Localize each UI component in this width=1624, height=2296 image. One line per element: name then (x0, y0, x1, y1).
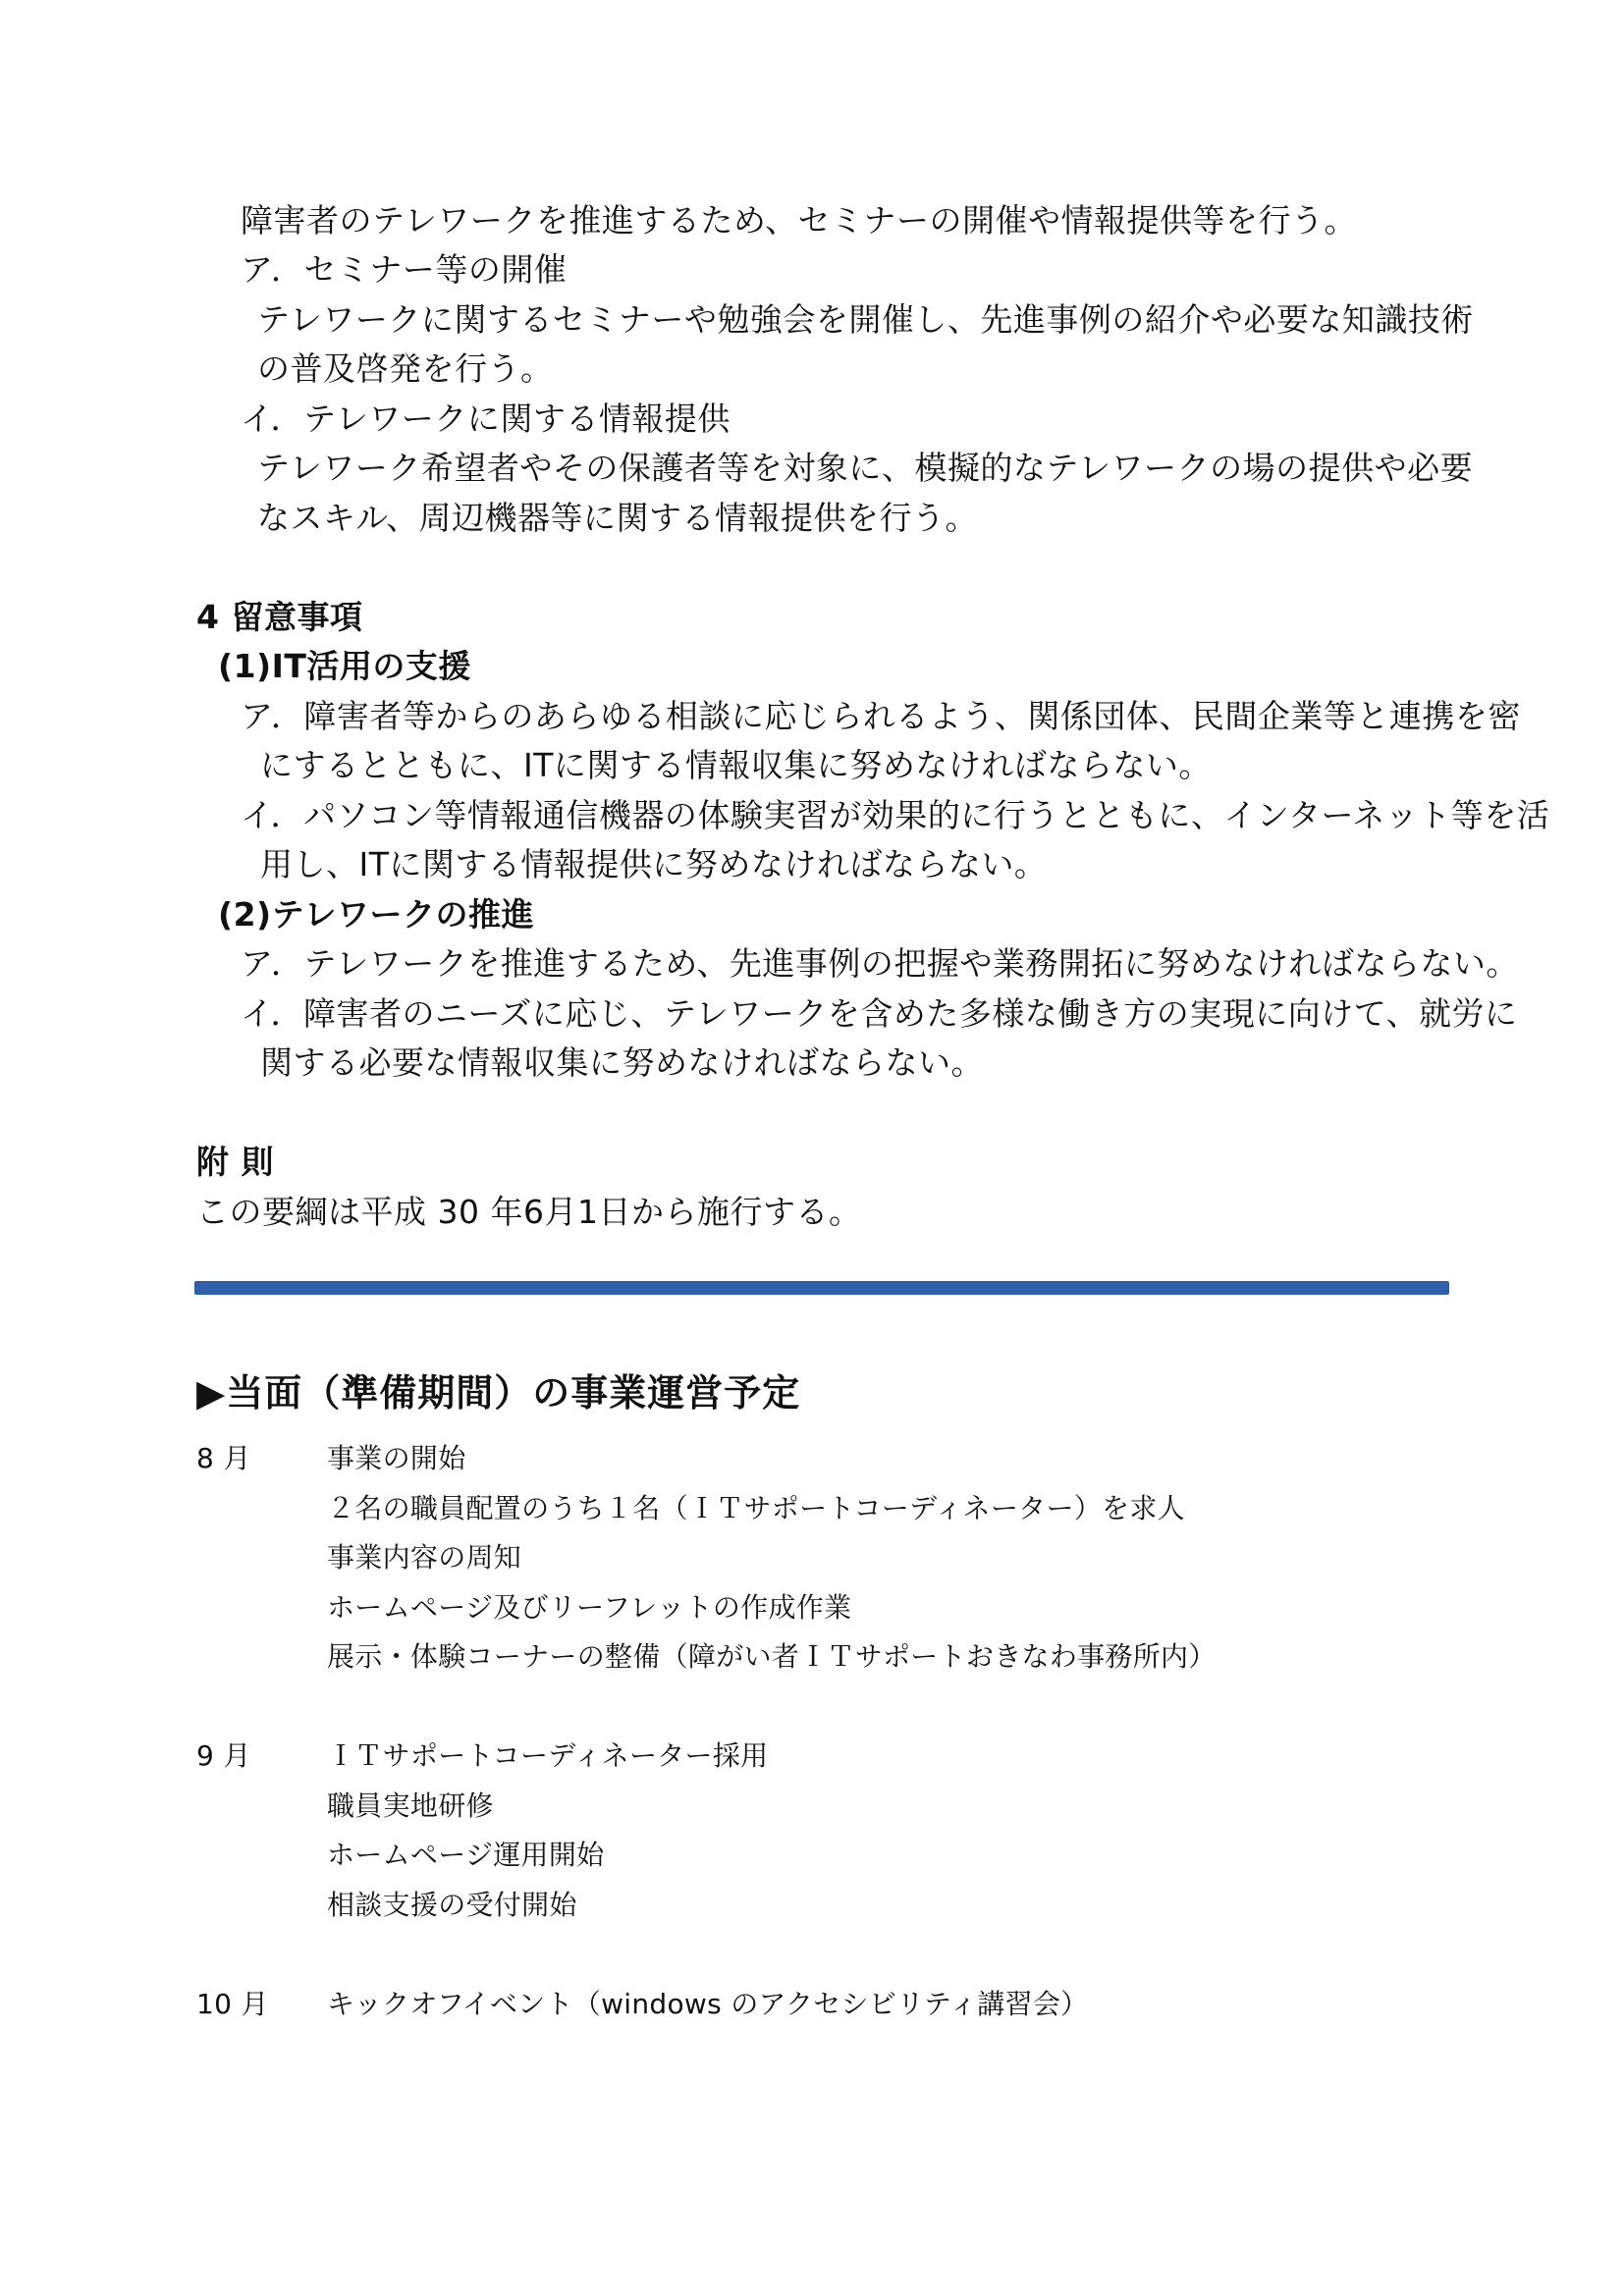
schedule-item: 事業の開始 (327, 1442, 466, 1474)
section3-i-text-cont: なスキル、周辺機器等に関する情報提供を行う。 (257, 499, 979, 537)
schedule-item: キックオフイベント（windows のアクセシビリティ講習会） (327, 1988, 1089, 2020)
section3-i-text: テレワーク希望者やその保護者等を対象に、模擬的なテレワークの場の提供や必要 (257, 449, 1474, 487)
section3-a-heading: ア．セミナー等の開催 (241, 250, 568, 289)
supplementary-heading: 附 則 (196, 1143, 274, 1181)
section4-heading: 4 留意事項 (196, 598, 363, 636)
section4-sub1-heading: (1)IT活用の支援 (218, 647, 471, 685)
section4-sub2-a: ア．テレワークを推進するため、先進事例の把握や業務開拓に努めなければならない。 (241, 944, 1519, 983)
schedule-item: 職員実地研修 (327, 1789, 494, 1822)
schedule-month-aug: 8 月 (196, 1442, 251, 1474)
schedule-title: ▶当面（準備期間）の事業運営予定 (196, 1371, 801, 1415)
section4-sub2-heading: (2)テレワークの推進 (218, 895, 534, 934)
schedule-item: ＩＴサポートコーディネーター採用 (327, 1739, 769, 1772)
schedule-item: ２名の職員配置のうち１名（ＩＴサポートコーディネーター）を求人 (327, 1492, 1185, 1524)
section3-i-heading: イ．テレワークに関する情報提供 (241, 400, 731, 438)
section4-sub1-a-cont: にするとともに、ITに関する情報収集に努めなければならない。 (260, 746, 1212, 784)
supplementary-text: この要綱は平成 30 年6月1日から施行する。 (196, 1193, 862, 1231)
section3-a-text-cont: の普及啓発を行う。 (257, 349, 554, 388)
section4-sub1-a: ア．障害者等からのあらゆる相談に応じられるよう、関係団体、民間企業等と連携を密 (241, 697, 1521, 735)
schedule-item: 事業内容の周知 (327, 1541, 522, 1574)
schedule-month-sep: 9 月 (196, 1739, 251, 1772)
section-divider (194, 1281, 1449, 1295)
section3-intro: 障害者のテレワークを推進するため、セミナーの開催や情報提供等を行う。 (241, 201, 1358, 240)
schedule-item: 展示・体験コーナーの整備（障がい者ＩＴサポートおきなわ事務所内） (327, 1640, 1217, 1673)
schedule-item: ホームページ運用開始 (327, 1839, 605, 1871)
section4-sub1-i-cont: 用し、ITに関する情報提供に努めなければならない。 (260, 845, 1048, 883)
section4-sub2-i: イ．障害者のニーズに応じ、テレワークを含めた多様な働き方の実現に向けて、就労に (241, 994, 1518, 1033)
schedule-item: 相談支援の受付開始 (327, 1889, 577, 1921)
section4-sub2-i-cont: 関する必要な情報収集に努めなければならない。 (260, 1043, 984, 1082)
section4-sub1-i: イ．パソコン等情報通信機器の体験実習が効果的に行うとともに、インターネット等を活 (241, 796, 1550, 834)
schedule-item: ホームページ及びリーフレットの作成作業 (327, 1591, 852, 1624)
section3-a-text: テレワークに関するセミナーや勉強会を開催し、先進事例の紹介や必要な知識技術 (257, 300, 1474, 339)
schedule-month-oct: 10 月 (196, 1988, 269, 2020)
